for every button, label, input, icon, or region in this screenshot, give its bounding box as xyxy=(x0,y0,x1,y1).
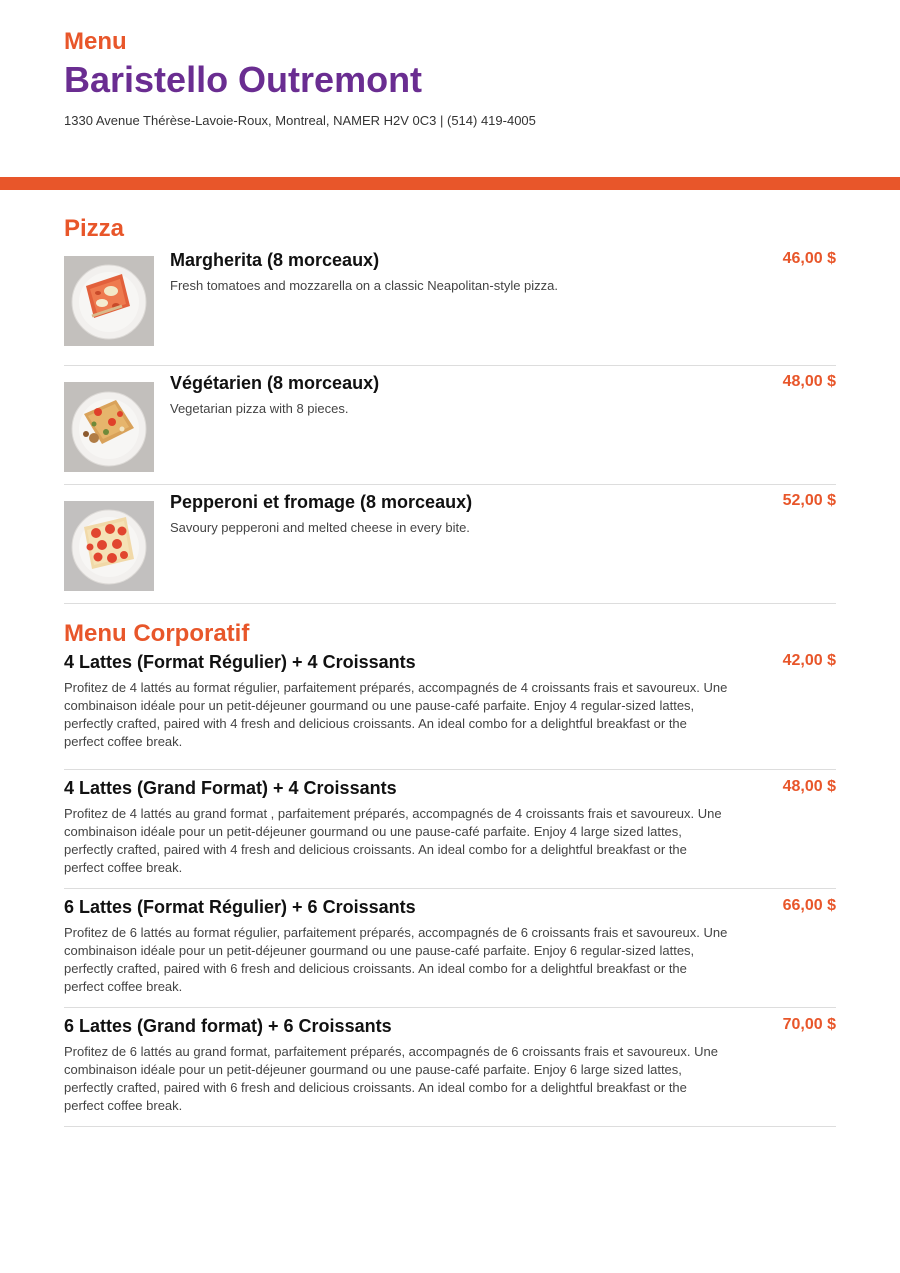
menu-item-text xyxy=(64,651,836,769)
menu-item-description: Profitez de 4 lattés au format régulier, parfaitement préparés, accompagnés de 4 croissants frais et savoureux. Une combinaison idéale pour un petit-déjeuner gourmand ou une pause-café parfaite. Enjoy 4 regular-sized lattes, perfectly crafted, paired with 4 fresh and delicious croissants. An ideal combo for a delightful breakfast or the perfect coffee break. xyxy=(64,680,728,749)
menu-item-name: Margherita (8 morceaux) xyxy=(170,250,380,270)
menu-item-description: Vegetarian pizza with 8 pieces. xyxy=(170,401,349,416)
section-title-pizza: Pizza xyxy=(64,215,125,242)
menu-item-description: Profitez de 6 lattés au format régulier, parfaitement préparés, accompagnés de 6 croissants frais et savoureux. Une combinaison idéale pour un petit-déjeuner gourmand ou une pause-café parfaite. Enjoy 6 regular-sized lattes, perfectly crafted, paired with 6 fresh and delicious croissants. An ideal combo for a delightful breakfast or the perfect coffee break. xyxy=(64,925,728,994)
menu-item-text xyxy=(170,485,836,603)
menu-item-description: Fresh tomatoes and mozzarella on a classic Neapolitan-style pizza. xyxy=(170,278,559,293)
restaurant-name: Baristello Outremont xyxy=(64,59,423,100)
pizza-photo xyxy=(64,501,154,591)
menu-item-name: 6 Lattes (Format Régulier) + 6 Croissants xyxy=(64,897,416,917)
menu-kicker: Menu xyxy=(64,28,127,55)
menu-item-name: 6 Lattes (Grand format) + 6 Croissants xyxy=(64,1016,392,1036)
menu-item-price: 52,00 $ xyxy=(782,492,836,509)
menu-item-price: 70,00 $ xyxy=(782,1016,836,1033)
menu-item[interactable] xyxy=(64,651,836,770)
menu-header xyxy=(64,28,844,130)
menu-item-price: 46,00 $ xyxy=(782,250,836,267)
menu-item-description: Profitez de 6 lattés au grand format, parfaitement préparés, accompagnés de 6 croissants frais et savoureux. Une combinaison idéale pour un petit-déjeuner gourmand ou une pause-café parfaite. Enjoy 6 large sized lattes, perfectly crafted, paired with 6 fresh and delicious croissants. An ideal combo for a delightful breakfast or the perfect coffee break. xyxy=(64,1044,718,1113)
pizza-photo xyxy=(64,382,154,472)
menu-item[interactable] xyxy=(64,366,836,485)
menu-item[interactable] xyxy=(64,247,836,366)
menu-item-name: Pepperoni et fromage (8 morceaux) xyxy=(170,492,473,512)
menu-content xyxy=(64,214,836,1127)
menu-item[interactable] xyxy=(64,485,836,604)
menu-item[interactable] xyxy=(64,1008,836,1127)
menu-item-text xyxy=(170,366,836,484)
menu-item-text xyxy=(64,770,836,888)
menu-item-price: 48,00 $ xyxy=(782,373,836,390)
pizza-photo xyxy=(64,256,154,346)
restaurant-address: 1330 Avenue Thérèse-Lavoie-Roux, Montreal, NAMER H2V 0C3 | (514) 419-4005 xyxy=(64,113,536,128)
menu-item-text xyxy=(170,247,836,365)
menu-item-price: 42,00 $ xyxy=(782,652,836,669)
menu-item-text xyxy=(64,1008,836,1126)
accent-divider-bar xyxy=(0,177,900,190)
menu-item-name: 4 Lattes (Format Régulier) + 4 Croissants xyxy=(64,652,416,672)
menu-item-description: Profitez de 4 lattés au grand format , parfaitement préparés, accompagnés de 4 croissants frais et savoureux. Une combinaison idéale pour un petit-déjeuner gourmand ou une pause-café parfaite. Enjoy 4 large sized lattes, perfectly crafted, paired with 4 fresh and delicious croissants. An ideal combo for a delightful breakfast or the perfect coffee break. xyxy=(64,806,722,875)
section-title-corporate: Menu Corporatif xyxy=(64,620,250,647)
menu-item[interactable] xyxy=(64,889,836,1008)
menu-item-price: 48,00 $ xyxy=(782,778,836,795)
menu-item[interactable] xyxy=(64,770,836,889)
menu-item-name: 4 Lattes (Grand Format) + 4 Croissants xyxy=(64,778,397,798)
menu-item-name: Végétarien (8 morceaux) xyxy=(170,373,380,393)
menu-item-price: 66,00 $ xyxy=(782,897,836,914)
menu-item-description: Savoury pepperoni and melted cheese in every bite. xyxy=(170,520,470,535)
menu-item-text xyxy=(64,889,836,1007)
